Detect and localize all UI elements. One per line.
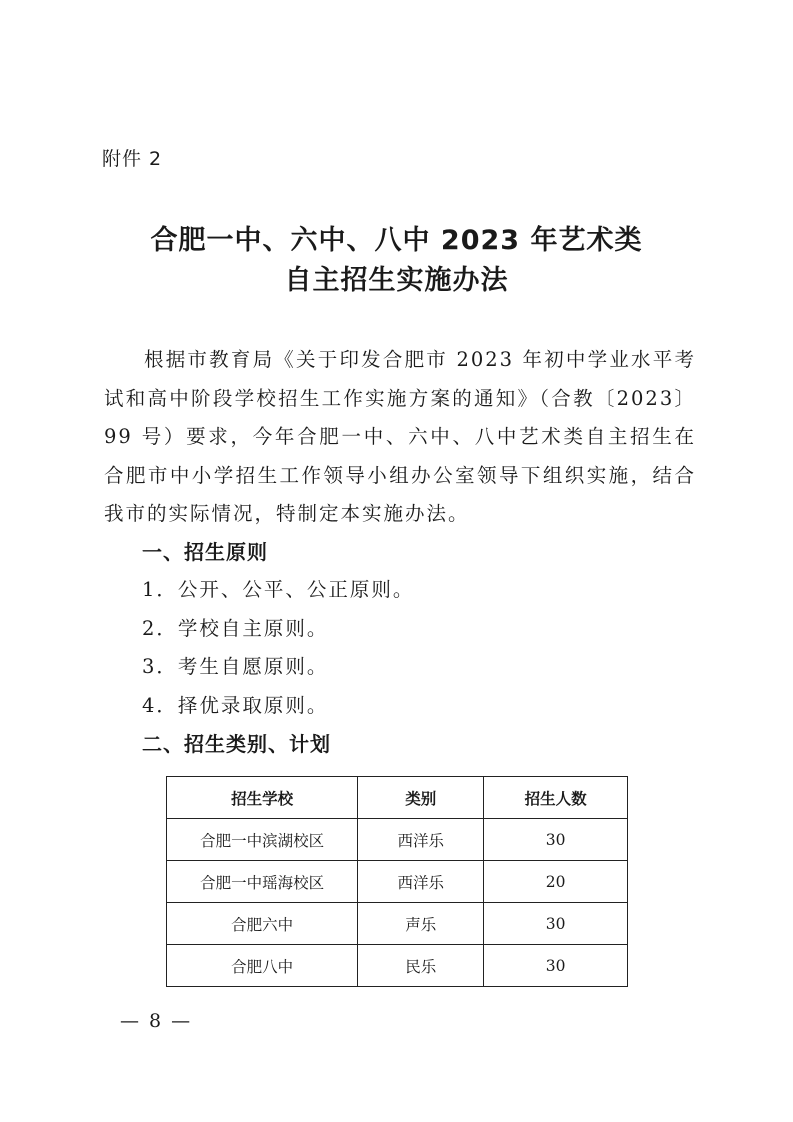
- document-title-line2: 自主招生实施办法: [284, 265, 509, 296]
- cell-school: 合肥一中瑶海校区: [167, 861, 358, 903]
- cell-quota: 30: [484, 903, 628, 945]
- header-school: 招生学校: [167, 777, 358, 819]
- cell-category: 西洋乐: [358, 819, 484, 861]
- cell-quota: 20: [484, 861, 628, 903]
- principle-item: 3．考生自愿原则。: [142, 655, 329, 678]
- cell-school: 合肥八中: [167, 945, 358, 987]
- table-row: [167, 861, 628, 903]
- page-number: — 8 —: [120, 1010, 193, 1032]
- section-heading-principles: 一、招生原则: [142, 540, 268, 564]
- cell-school: 合肥一中滨湖校区: [167, 819, 358, 861]
- principle-item: 1．公开、公平、公正原则。: [142, 578, 415, 601]
- section-heading-quota: 二、招生类别、计划: [142, 732, 331, 756]
- cell-category: 声乐: [358, 903, 484, 945]
- intro-paragraph: 根据市教育局《关于印发合肥市 2023 年初中学业水平考试和高中阶段学校招生工作实施方案的通知》（合教〔2023〕99 号）要求，今年合肥一中、六中、八中艺术类自主招生在合肥市中小学招生工作领导小组办公室领导下组织实施，结合我市的实际情况，特制定本实施办法。: [104, 348, 696, 525]
- principle-item: 4．择优录取原则。: [142, 694, 329, 717]
- table-row: [167, 945, 628, 987]
- document-title-line1: 合肥一中、六中、八中 2023 年艺术类: [150, 225, 643, 256]
- cell-quota: 30: [484, 945, 628, 987]
- table-row: [167, 903, 628, 945]
- table-row: [167, 819, 628, 861]
- header-quota: 招生人数: [484, 777, 628, 819]
- header-category: 类别: [358, 777, 484, 819]
- principle-item: 2．学校自主原则。: [142, 617, 329, 640]
- attachment-label: 附件 2: [102, 148, 163, 170]
- cell-school: 合肥六中: [167, 903, 358, 945]
- cell-category: 西洋乐: [358, 861, 484, 903]
- enrollment-quota-table: [166, 776, 628, 987]
- cell-category: 民乐: [358, 945, 484, 987]
- table-header-row: [167, 777, 628, 819]
- cell-quota: 30: [484, 819, 628, 861]
